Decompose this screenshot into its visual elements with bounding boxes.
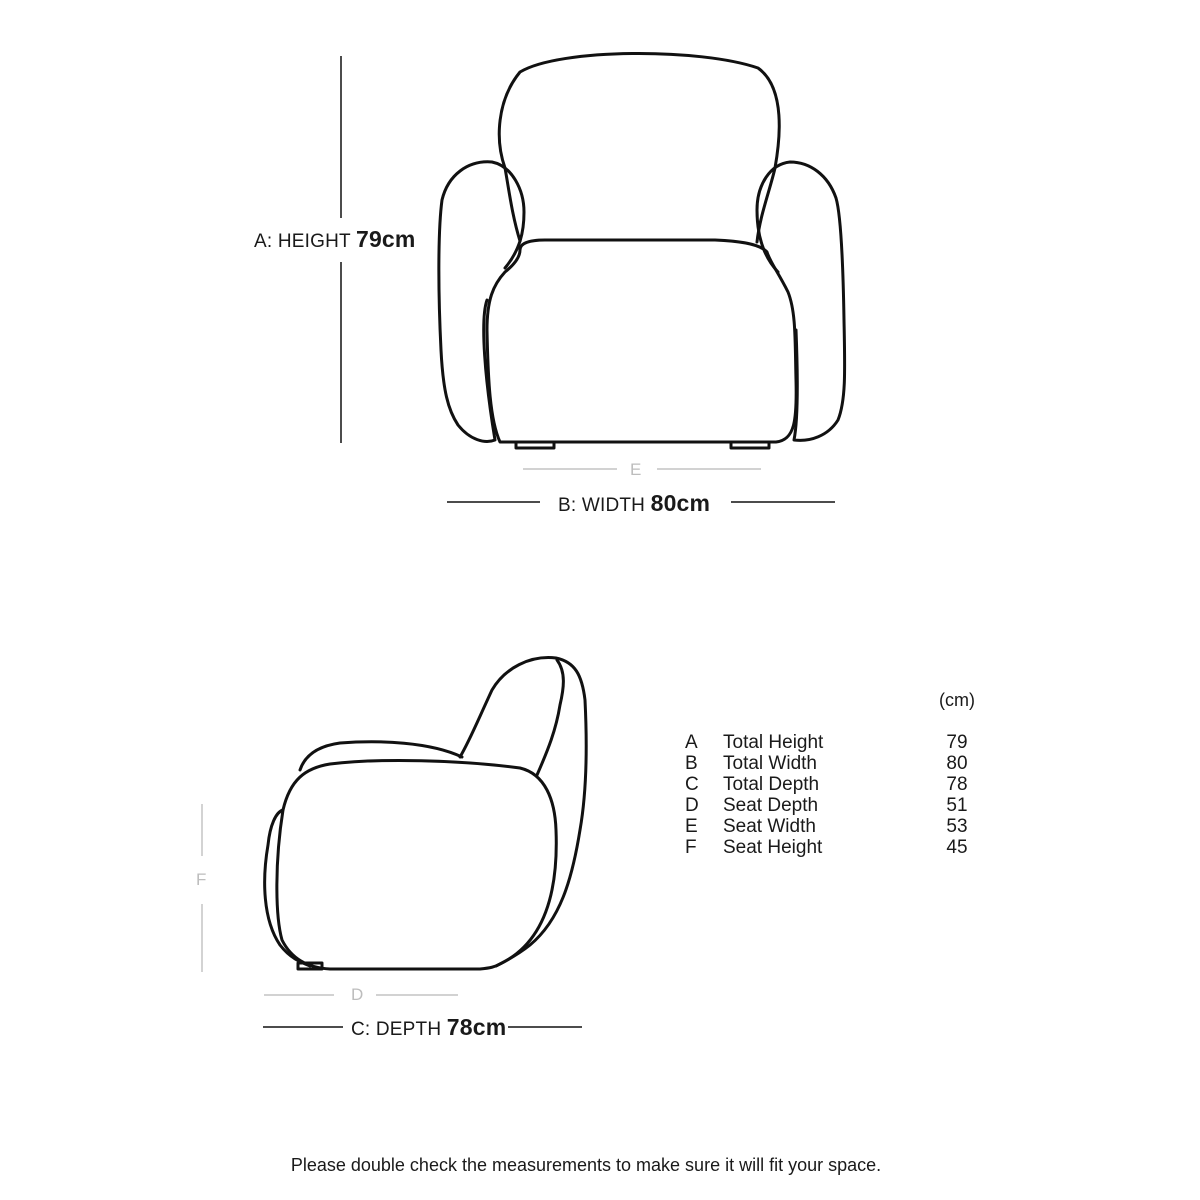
seat-width-marker: E <box>630 460 642 479</box>
depth-value: 78cm <box>446 1014 507 1040</box>
chair-front-view <box>439 53 845 448</box>
spec-key: C <box>685 774 699 795</box>
width-label <box>558 490 710 517</box>
spec-value: 53 <box>946 816 968 837</box>
spec-value: 51 <box>946 795 968 816</box>
chair-side-backrest <box>460 658 586 966</box>
spec-value: 80 <box>946 753 968 774</box>
chair-left-foot <box>516 442 554 448</box>
width-prefix: B: WIDTH <box>558 495 646 516</box>
spec-key: F <box>685 837 697 858</box>
spec-units: (cm) <box>939 690 975 710</box>
spec-key: A <box>685 732 698 753</box>
chair-side-front-panel <box>265 810 310 966</box>
seat-height-marker: F <box>196 870 207 889</box>
chair-seat <box>487 240 796 442</box>
height-prefix: A: HEIGHT <box>254 231 351 252</box>
spec-value: 45 <box>946 837 968 858</box>
spec-key: D <box>685 795 699 816</box>
spec-name: Seat Width <box>723 816 816 837</box>
spec-key: E <box>685 816 698 837</box>
chair-side-arm <box>277 761 556 969</box>
depth-prefix: C: DEPTH <box>351 1019 442 1040</box>
width-value: 80cm <box>650 490 711 516</box>
chair-right-foot <box>731 442 769 448</box>
spec-name: Total Height <box>723 732 824 753</box>
footer-note: Please double check the measurements to make sure it will fit your space. <box>290 1155 882 1175</box>
chair-back-cushion <box>499 53 779 242</box>
spec-name: Total Width <box>723 753 817 774</box>
spec-name: Seat Height <box>723 837 823 858</box>
chair-side-view <box>265 658 586 969</box>
height-label <box>254 226 416 253</box>
height-value: 79cm <box>355 226 416 252</box>
spec-name: Seat Depth <box>723 795 819 816</box>
chair-side-backrest-seam <box>537 660 563 775</box>
spec-value: 79 <box>946 732 968 753</box>
spec-key: B <box>685 753 698 774</box>
seat-depth-marker: D <box>351 985 364 1004</box>
spec-name: Total Depth <box>723 774 820 795</box>
chair-right-arm <box>757 162 845 440</box>
depth-label <box>351 1014 506 1041</box>
spec-value: 78 <box>946 774 968 795</box>
